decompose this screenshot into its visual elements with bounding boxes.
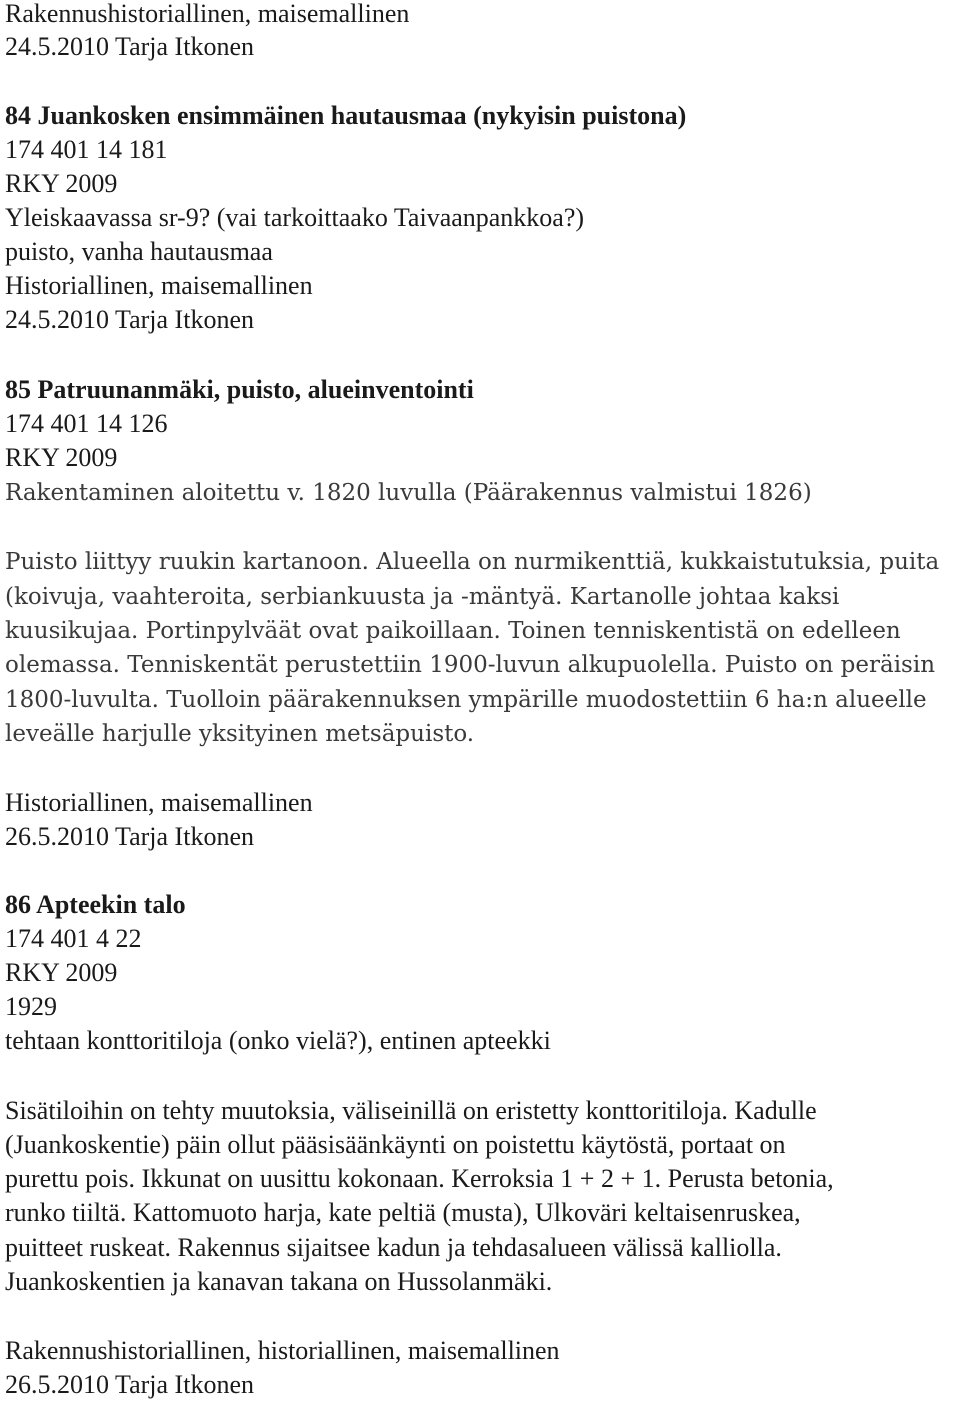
entry-86-year: 1929: [5, 992, 57, 1021]
entry-86-title: 86 Apteekin talo: [5, 890, 186, 919]
entry-85-description-line: kuusikujaa. Portinpylväät ovat paikoillaan. Toinen tenniskentistä on edelleen: [5, 618, 901, 644]
entry-83-category: Rakennushistoriallinen, maisemallinen: [5, 0, 410, 28]
entry-86-rky: RKY 2009: [5, 958, 118, 987]
entry-86-date-author: 26.5.2010 Tarja Itkonen: [5, 1370, 254, 1399]
entry-86-description-line: runko tiiltä. Kattomuoto harja, kate peltiä (musta), Ulkoväri keltaisenruskea,: [5, 1198, 801, 1227]
entry-86-use: tehtaan konttoritiloja (onko vielä?), entinen apteekki: [5, 1026, 551, 1055]
entry-86-description-line: (Juankoskentie) päin ollut pääsisäänkäynti on poistettu käytöstä, portaat on: [5, 1130, 786, 1159]
entry-85-description-line: leveälle harjulle yksityinen metsäpuisto.: [5, 721, 475, 747]
entry-83-date-author: 24.5.2010 Tarja Itkonen: [5, 32, 254, 61]
entry-85-description-line: (koivuja, vaahteroita, serbiankuusta ja -mäntyä. Kartanolle johtaa kaksi: [5, 584, 840, 610]
entry-84-code: 174 401 14 181: [5, 135, 168, 164]
entry-85-title: 85 Patruunanmäki, puisto, alueinventointi: [5, 375, 474, 404]
entry-86-code: 174 401 4 22: [5, 924, 142, 953]
entry-85-description-line: olemassa. Tenniskentät perustettiin 1900-luvun alkupuolella. Puisto on peräisin: [5, 652, 936, 678]
entry-86-description-line: Sisätiloihin on tehty muutoksia, väliseinillä on eristetty konttoritiloja. Kadulle: [5, 1096, 817, 1125]
entry-86-description-line: Juankoskentien ja kanavan takana on Hussolanmäki.: [5, 1267, 553, 1296]
entry-86-category: Rakennushistoriallinen, historiallinen, maisemallinen: [5, 1336, 560, 1365]
entry-84-zoning: Yleiskaavassa sr-9? (vai tarkoittaako Taivaanpankkoa?): [5, 203, 585, 232]
entry-85-date-author: 26.5.2010 Tarja Itkonen: [5, 822, 254, 851]
entry-85-description-line: 1800-luvulta. Tuolloin päärakennuksen ympärille muodostettiin 6 ha:n alueelle: [5, 687, 927, 713]
entry-84-rky: RKY 2009: [5, 169, 118, 198]
entry-85-description-line: Puisto liittyy ruukin kartanoon. Alueella on nurmikenttiä, kukkaistutuksia, puita: [5, 549, 940, 575]
entry-84-title: 84 Juankosken ensimmäinen hautausmaa (nykyisin puistona): [5, 101, 687, 130]
entry-84-category: Historiallinen, maisemallinen: [5, 271, 313, 300]
entry-85-rky: RKY 2009: [5, 443, 118, 472]
entry-84-date-author: 24.5.2010 Tarja Itkonen: [5, 305, 254, 334]
entry-86-description-line: purettu pois. Ikkunat on uusittu kokonaan. Kerroksia 1 + 2 + 1. Perusta betonia,: [5, 1164, 834, 1193]
entry-85-category: Historiallinen, maisemallinen: [5, 788, 313, 817]
entry-86-description-line: puitteet ruskeat. Rakennus sijaitsee kadun ja tehdasalueen välissä kalliolla.: [5, 1233, 782, 1262]
entry-85-code: 174 401 14 126: [5, 409, 168, 438]
entry-85-construction: Rakentaminen aloitettu v. 1820 luvulla (Päärakennus valmistui 1826): [5, 480, 812, 506]
entry-84-type: puisto, vanha hautausmaa: [5, 237, 273, 266]
